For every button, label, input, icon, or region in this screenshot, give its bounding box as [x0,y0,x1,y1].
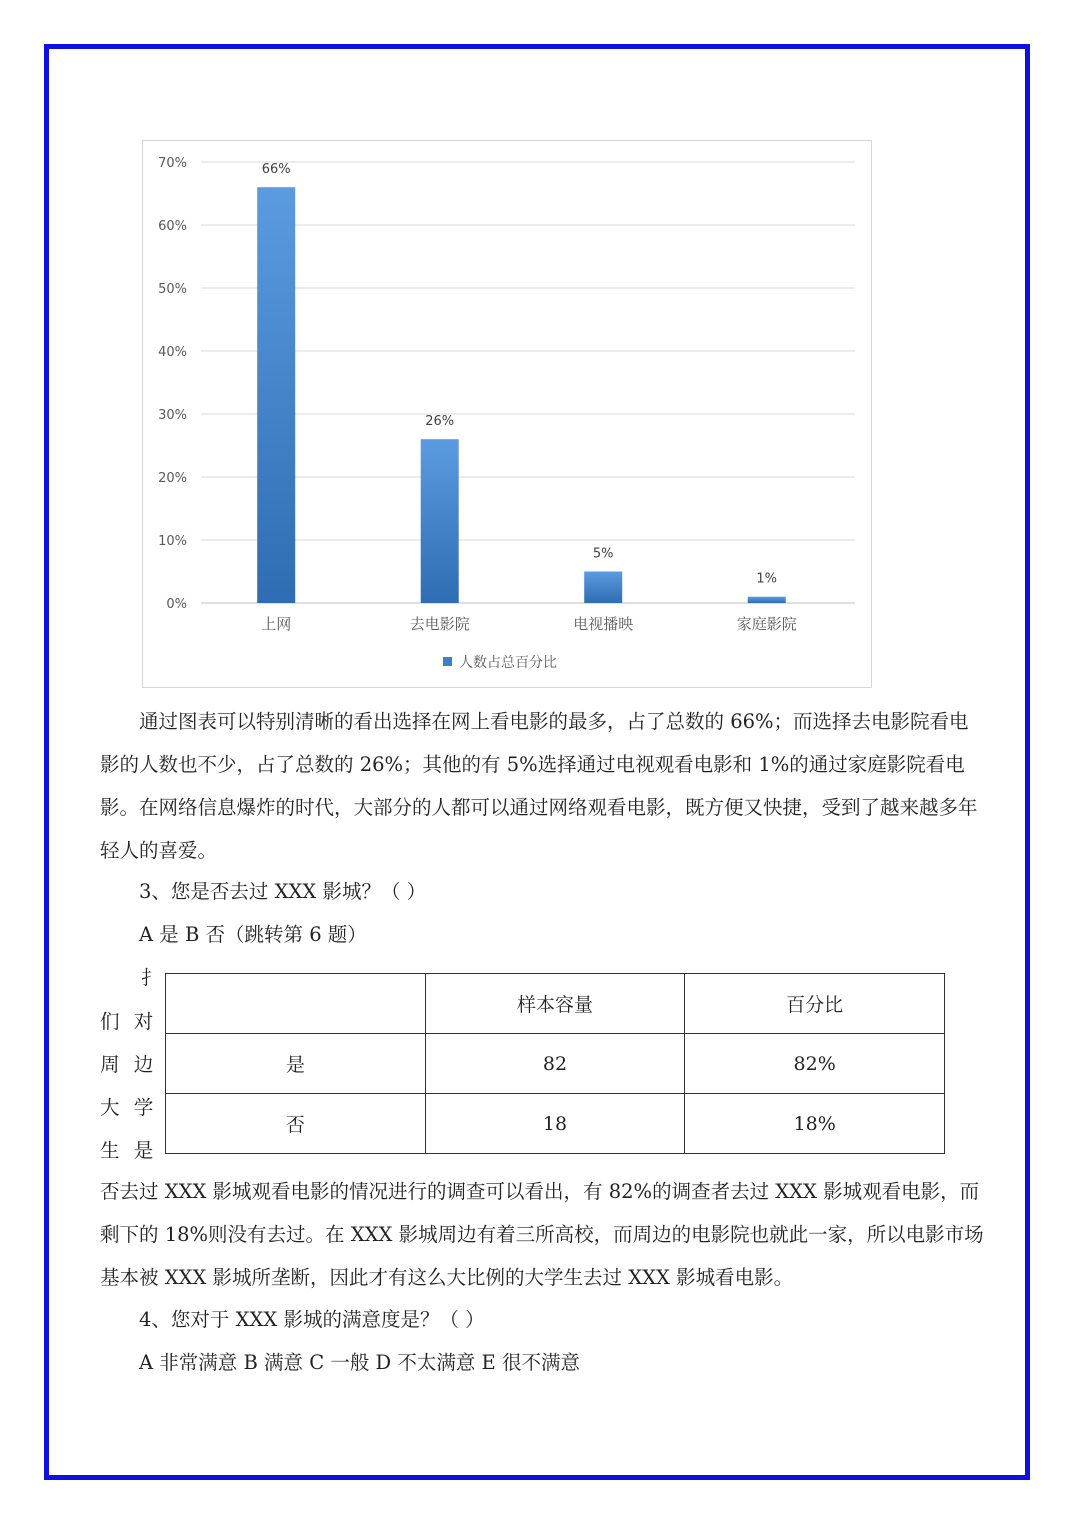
y-tick-label: 60% [158,219,187,234]
y-tick-label: 50% [158,282,187,297]
x-tick-label: 上网 [261,615,292,633]
y-tick-label: 40% [158,345,187,360]
table-row [166,1034,945,1094]
table-cell: 否 [166,1094,426,1154]
survey-table [165,973,945,1154]
x-tick-label: 电视播映 [573,615,634,633]
paragraph-chart-analysis: 通过图表可以特别清晰的看出选择在网上看电影的最多，占了总数的 66%；而选择去电影院看电影的人数也不少，占了总数的 26%；其他的有 5%选择通过电视观看电影和 1%的通过家庭影院看电影。在网络信息爆炸的时代，大部分的人都可以通过网络观看电影，既方便又快捷，受到了越来越多年轻人的喜爱。 [100,710,978,862]
legend-swatch [443,657,452,666]
data-label: 5% [592,546,614,562]
y-tick-label: 0% [166,597,187,612]
bar [748,597,786,603]
table-cell: 82% [685,1034,945,1094]
x-tick-label: 家庭影院 [736,615,797,633]
table-cell: 18% [685,1094,945,1154]
legend-label: 人数占总百分比 [459,655,557,671]
paragraph-table-analysis: 否去过 XXX 影城观看电影的情况进行的调查可以看出，有 82%的调查者去过 XXX 影城观看电影，而剩下的 18%则没有去过。在 XXX 影城周边有着三所高校，而周边的电影院也就此一家，所以电影市场基本被 XXX 影城所垄断，因此才有这么大比例的大学生去过 XXX 影城看电影。 [100,1180,984,1289]
table-header-row [166,974,945,1034]
x-tick-label: 去电影院 [409,615,470,633]
bar-chart [142,140,872,688]
table-cell: 82 [425,1034,685,1094]
bar [584,572,622,604]
data-label: 66% [261,162,291,178]
data-label: 26% [425,414,455,430]
bar [257,187,295,603]
data-label: 1% [756,571,778,587]
table-cell: 是 [166,1034,426,1094]
side-text-3: 大 学 [100,1096,158,1119]
question-4: 4、您对于 XXX 影城的满意度是？（ ） [139,1308,485,1331]
y-tick-label: 70% [158,156,187,171]
y-tick-label: 30% [158,408,187,423]
chart-svg [143,141,873,689]
side-text-0: 扌 [141,966,165,989]
table-cell: 18 [425,1094,685,1154]
side-text-4: 生 是 [100,1139,158,1162]
table-row [166,1094,945,1154]
table-header-cell [166,974,426,1034]
question-4-options: A 非常满意 B 满意 C 一般 D 不太满意 E 很不满意 [139,1351,580,1374]
table-header-cell: 样本容量 [425,974,685,1034]
question-3: 3、您是否去过 XXX 影城？（ ） [139,880,427,903]
bar [421,439,459,603]
side-text-2: 周 边 [100,1053,158,1076]
y-tick-label: 10% [158,534,187,549]
y-tick-label: 20% [158,471,187,486]
question-3-options: A 是 B 否（跳转第 6 题） [139,923,367,946]
side-text-1: 们 对 [100,1010,158,1033]
table-header-cell: 百分比 [685,974,945,1034]
